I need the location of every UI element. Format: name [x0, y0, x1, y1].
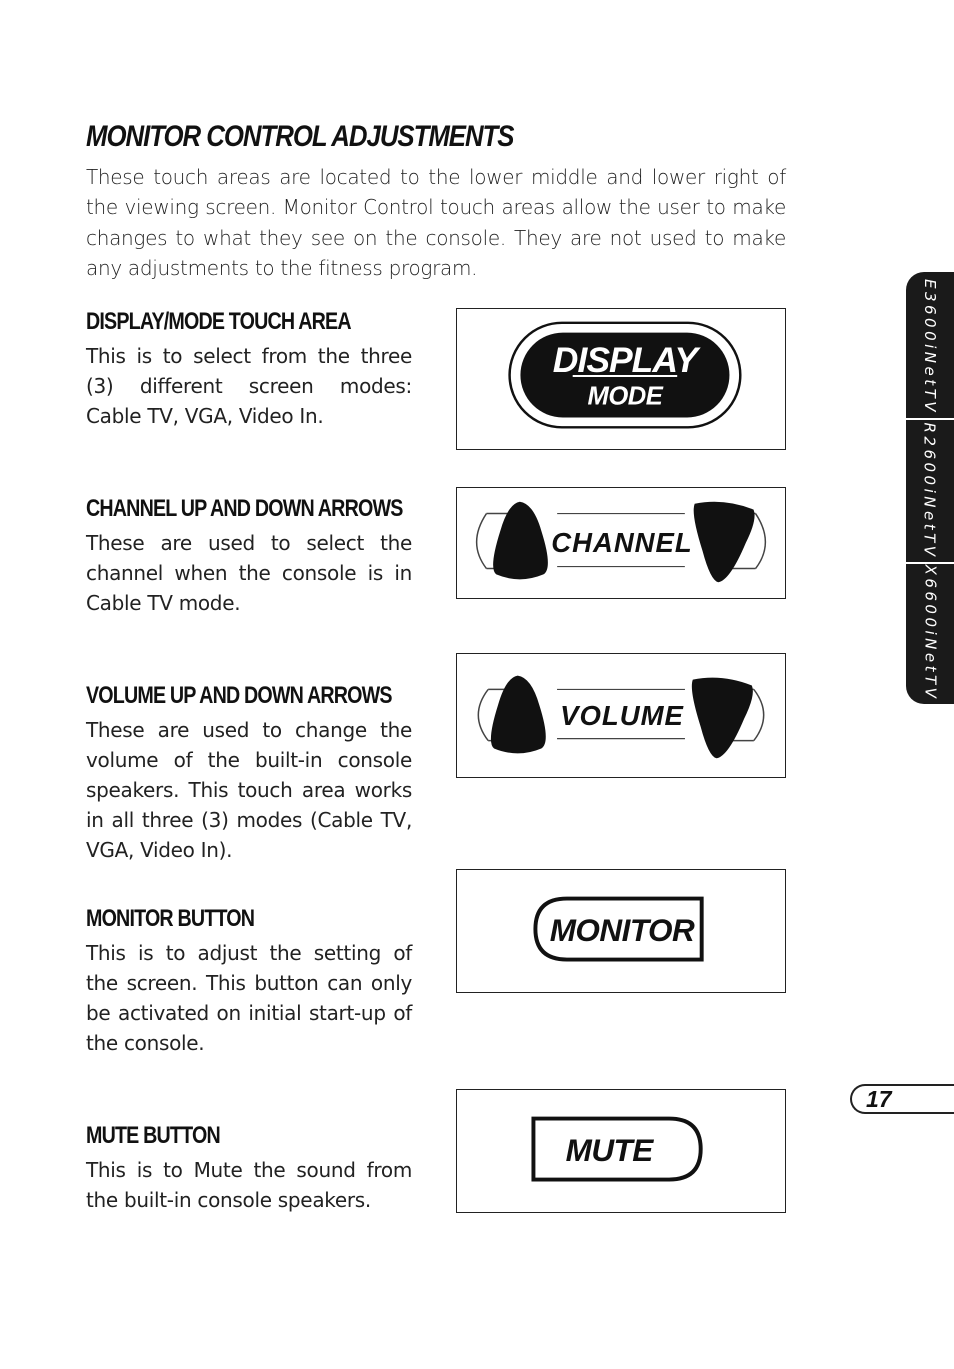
down-arrow-icon[interactable]: [694, 502, 755, 583]
section-heading-channel: CHANNEL UP AND DOWN ARROWS: [86, 495, 403, 522]
side-tab-label: X6600iNetTV: [921, 564, 939, 702]
mute-label: MUTE: [565, 1132, 653, 1168]
intro-paragraph: These touch areas are located to the lower middle and lower right of the viewing screen. Monitor Control touch areas allow the user to make changes to what they see on the console. They are not used to make any adjustments to the fitness program.: [86, 165, 786, 280]
mute-figure: [456, 1089, 786, 1213]
display-mode-figure: [456, 308, 786, 450]
section-heading-volume: VOLUME UP AND DOWN ARROWS: [86, 682, 392, 709]
model-side-tab: [906, 272, 954, 704]
monitor-label: MONITOR: [549, 912, 695, 948]
section-heading-monitor: MONITOR BUTTON: [86, 905, 255, 932]
side-tab-divider: [906, 418, 954, 420]
monitor-figure: [456, 869, 786, 993]
volume-figure: [456, 653, 786, 778]
section-heading-mute: MUTE BUTTON: [86, 1122, 220, 1149]
channel-figure: [456, 487, 786, 599]
section-body-channel: These are used to select the channel when the console is in Cable TV mode.: [86, 531, 412, 616]
page-number: 17: [866, 1086, 892, 1112]
up-arrow-icon[interactable]: [491, 676, 546, 754]
mode-label: MODE: [587, 382, 663, 411]
page-number-badge: [850, 1084, 954, 1114]
display-label: DISPLAY: [552, 340, 698, 381]
section-body-monitor: This is to adjust the setting of the screen. This button can only be activated on initial start-up of the console.: [86, 941, 412, 1056]
channel-label: CHANNEL: [551, 526, 693, 558]
down-arrow-icon[interactable]: [692, 678, 753, 759]
section-body-volume: These are used to change the volume of the built-in console speakers. This touch area works in all three (3) modes (Cable TV, VGA, Video In).: [86, 718, 412, 863]
volume-label: VOLUME: [560, 699, 684, 731]
side-tab-label: R2600iNetTV: [921, 422, 939, 560]
page-title: MONITOR CONTROL ADJUSTMENTS: [86, 120, 514, 153]
side-tab-label: E3600iNetTV: [921, 278, 940, 416]
section-body-display-mode: This is to select from the three (3) different screen modes: Cable TV, VGA, Video In.: [86, 344, 412, 429]
section-body-mute: This is to Mute the sound from the built-in console speakers.: [86, 1158, 412, 1213]
section-heading-display-mode: DISPLAY/MODE TOUCH AREA: [86, 308, 351, 335]
